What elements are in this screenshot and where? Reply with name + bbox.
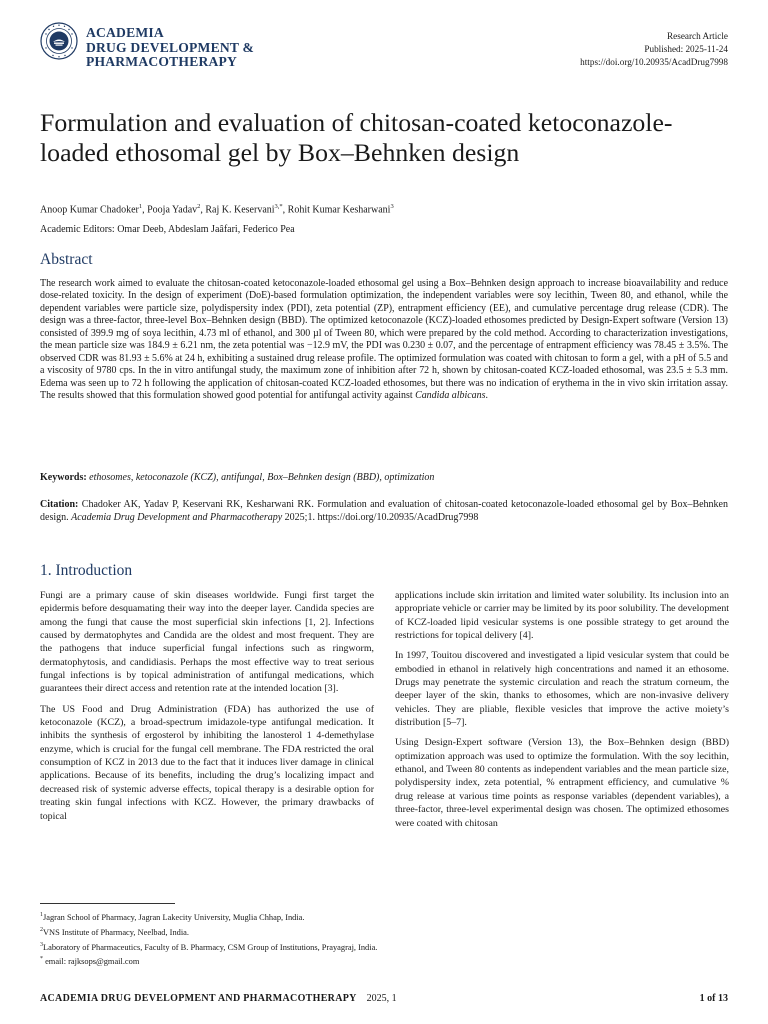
citation-label: Citation: [40, 499, 79, 510]
paragraph: In 1997, Touitou discovered and investigated a lipid vesicular system that could be embodied in ethanol in relatively high concentrations and named it an ethosome. Drugs may penetrate the systemic circulation and reach the stratum corneum, the deeper layer of the skin, thanks to ethosomes, which are non-invasive delivery vehicles. They are pliable, flexible vesicles that improve the active moiety’s distribution [5–7]. [395, 650, 729, 729]
author-affiliation-mark: 1 [138, 203, 143, 210]
author: Rohit Kumar Kesharwani [287, 204, 391, 216]
abstract-end: . [485, 390, 488, 402]
intro-right-column [395, 589, 729, 837]
journal-logo [40, 22, 78, 60]
journal-name-line3: PHARMACOTHERAPY [86, 54, 238, 69]
author-affiliation-mark: 3,* [274, 203, 283, 210]
footnote [40, 939, 728, 954]
keywords [40, 472, 728, 483]
footnote-text: email: rajksops@gmail.com [45, 957, 140, 967]
keywords-text: ethosomes, ketoconazole (KCZ), antifungal, Box–Behnken design (BBD), optimization [89, 472, 435, 483]
footnote-mark: 1 [40, 912, 43, 918]
article-type: Research Article [667, 31, 728, 41]
footnote-mark: 3 [40, 941, 43, 948]
footnote [40, 909, 728, 924]
doi-link[interactable]: https://doi.org/10.20935/AcadDrug7998 [580, 57, 728, 67]
footer-year-issue: 2025, 1 [366, 993, 397, 1004]
journal-name-line1: ACADEMIA [86, 25, 164, 40]
page-footer [40, 993, 397, 1004]
journal-name [86, 26, 316, 70]
keywords-label: Keywords: [40, 472, 87, 483]
author-affiliation-mark: 3 [390, 203, 394, 210]
citation-text: Chadoker AK, Yadav P, Keservani RK, Kesharwani RK. Formulation and evaluation of chitosan-coated ketoconazole-loaded ethosomal gel by Box–Behnken design. [40, 499, 728, 524]
footer-journal: ACADEMIA DRUG DEVELOPMENT AND PHARMACOTHERAPY [40, 993, 357, 1004]
abstract-text [40, 278, 728, 403]
citation-journal: Academia Drug Development and Pharmacotherapy [71, 512, 283, 524]
footnote-mark: 2 [40, 926, 43, 933]
author: Pooja Yadav [147, 204, 198, 216]
published-date: Published: 2025-11-24 [644, 44, 728, 54]
paragraph: The US Food and Drug Administration (FDA) has authorized the use of ketoconazole (KCZ), a broad-spectrum imidazole-type antifungal medication. It inhibits the synthesis of ergosterol by inhibiting the lanosterol 1 4-demethylase enzyme, which is crucial for the fungal cell membrane. The FDA restricted the oral consumption of KCZ in 2013 due to the fact that it induces liver damage in clinical applications. Because of its benefits, including the drug’s localizing impact and decreased risk of systemic adverse effects, topical therapy is a desirable option for treating skin fungal infections with KCZ. However, the primary drawbacks of topical [40, 703, 374, 822]
abstract-organism: Candida albicans [415, 390, 486, 402]
citation-doi-link[interactable]: https://doi.org/10.20935/AcadDrug7998 [317, 512, 479, 524]
page-number: 1 of 13 [699, 993, 728, 1004]
footnote-text: Jagran School of Pharmacy, Jagran Lakecity University, Muglia Chhap, India. [43, 912, 305, 922]
academic-editors: Academic Editors: Omar Deeb, Abdeslam Jaâfari, Federico Pea [40, 224, 295, 235]
introduction-heading: 1. Introduction [40, 562, 133, 579]
footnote-text: Laboratory of Pharmaceutics, Faculty of B. Pharmacy, CSM Group of Institutions, Prayagraj, India. [43, 942, 378, 952]
intro-left-column [40, 589, 374, 830]
author: Raj K. Keservani [205, 204, 275, 216]
paragraph: Using Design-Expert software (Version 13), the Box–Behnken design (BBD) optimization approach was used to optimize the formulation. With the soy lecithin, ethanol, and Tween 80 contents as independent variables and the mean particle size, polydispersity index, zeta potential, % entrapment efficiency, and cumulative % drug release at various time points as response variables (dependent variables), a three-factor, three-level experimental design was chosen. The optimized ethosomes were coated with chitosan [395, 737, 729, 829]
article-meta [580, 30, 728, 69]
footnote-divider [40, 903, 175, 904]
citation-year: 2025;1. [282, 512, 315, 524]
footnote-text: VNS Institute of Pharmacy, Neelbad, India. [43, 927, 189, 937]
author-list: Anoop Kumar Chadoker$^1$, Pooja Yadav$^2$, Raj K. Keservani$^{3,*}$, Rohit Kumar Kesharwani$^3$ [40, 203, 394, 216]
author: Anoop Kumar Chadoker [40, 204, 139, 216]
article-title: Formulation and evaluation of chitosan-coated ketoconazole-loaded ethosomal gel by Box–Behnken design [40, 108, 673, 167]
paragraph: applications include skin irritation and limited water solubility. Its inclusion into an appropriate vehicle or carrier may be limited by its poor solubility. The development of KCZ-loaded lipid vesicular systems is one possible strategy to get around the restrictions for topical delivery [4]. [395, 590, 730, 642]
footnote [40, 924, 728, 939]
author-affiliation-mark: 2 [197, 203, 201, 210]
footnotes [40, 909, 728, 968]
citation [40, 498, 728, 525]
journal-name-line2: DRUG DEVELOPMENT & [86, 39, 254, 55]
abstract-heading: Abstract [40, 251, 93, 268]
footnote [40, 953, 728, 968]
paragraph: Fungi are a primary cause of skin diseases worldwide. Fungi first target the epidermis before desquamating their way into the deeper layer. Candida species are among the fungi that cause the most superficial skin infections [1, 2]. Infections caused by dermatophytes and Candida are the oldest and most frequent. They are the pathogens that induce superficial fungal infections such as ringworm, dermatophytosis, and candidiasis. Perhaps the most effective way to treat serious fungal infections is by topical administration of antifungal medications, which guarantees their direct access and retention rate at the intended location [3]. [40, 590, 374, 695]
abstract-body: The research work aimed to evaluate the chitosan-coated ketoconazole-loaded ethosomal gel using a Box–Behnken design approach to increase bioavailability and reduce dose-related toxicity. In the design of experiment (DoE)-based formulation optimization, the independent variables were soy lecithin, Tween 80, and ethanol, while the dependent variables were particle size, polydispersity index (PDI), zeta potential (ZP), entrapment efficiency (EE), and cumulative percentage drug release (CDR). The design was a three-factor, three-level Box–Behnken design (BBD). The optimized ketoconazole (KCZ)-loaded ethosomes predicted by Design-Expert software (Version 13) consisted of 399.9 mg of soya lecithin, 4.73 ml of ethanol, and 300 µl of Tween 80, which were prepared by the cold method. According to characterization investigations, the mean particle size was 184.9 ± 6.21 nm, the zeta potential was −12.9 mV, the PDI was 0.230 ± 0.07, and the percentage of entrapment efficiency was 78.45 ± 3.5%. The observed CDR was 81.93 ± 5.6% at 24 h, exhibiting a sustained drug release profile. The optimized formulation was coated with chitosan to form a gel, with a pH of 5.5 and a viscosity of 9780 cps. In the in vitro antifungal study, the maximum zone of inhibition after 72 h, shown by chitosan-coated KCZ-loaded ethosomal, was 23.5 ± 5.3 mm. Edema was seen up to 72 h following the application of chitosan-coated KCZ-loaded ethosomes, but there was no indication of erythema in the in vivo skin irritation assay. The results showed that this formulation showed good potential for antifungal activity against [40, 278, 728, 402]
footnote-mark: * [40, 956, 43, 963]
